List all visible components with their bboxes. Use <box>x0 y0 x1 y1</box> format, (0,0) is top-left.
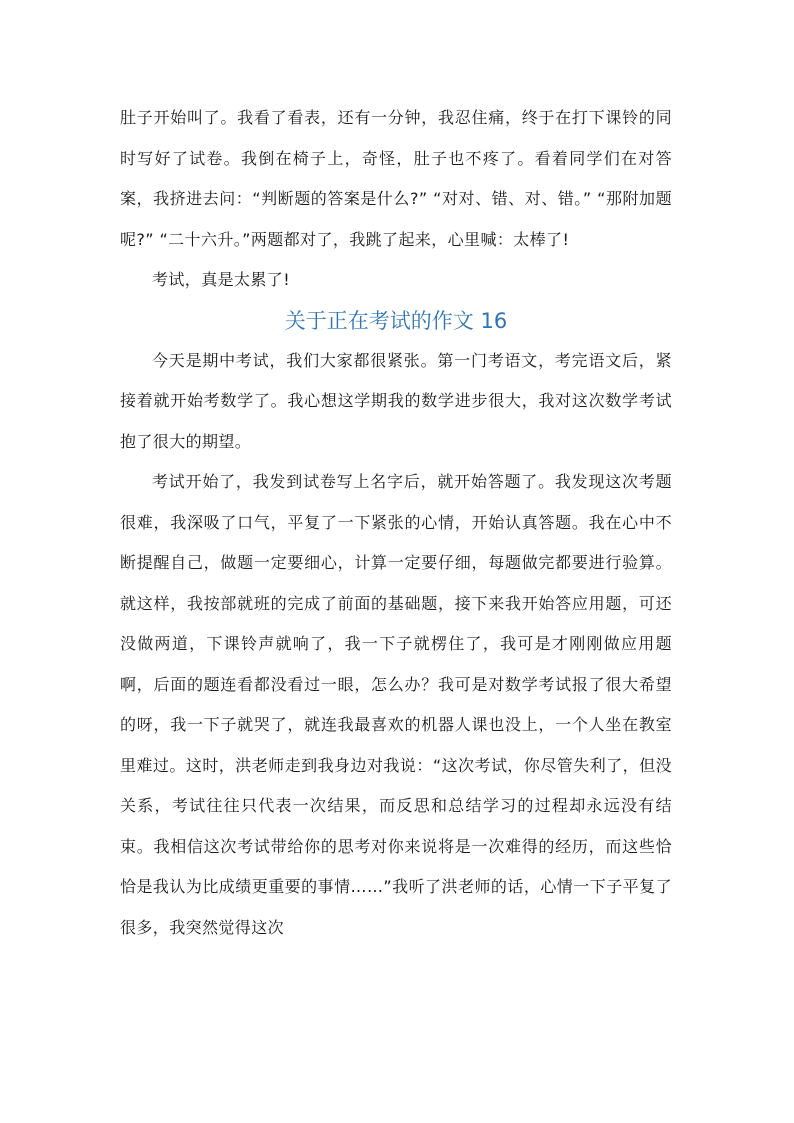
paragraph-continuation: 肚子开始叫了。我看了看表，还有一分钟，我忍住痛，终于在打下课铃的同时写好了试卷。我倒在椅子上，奇怪，肚子也不疼了。看着同学们在对答案，我挤进去问：“判断题的答案是什么?” “对对、错、对、错。” “那附加题呢?” “二十六升。”两题都对了，我跳了起来，心里喊：太棒了! <box>120 108 672 249</box>
document-page <box>120 98 672 948</box>
section-title: 关于正在考试的作文 16 <box>284 308 508 333</box>
paragraph-body: 考试开始了，我发到试卷写上名字后，就开始答题了。我发现这次考题很难，我深吸了口气，平复了一下紧张的心情，开始认真答题。我在心中不断提醒自己，做题一定要细心，计算一定要仔细，每题做完都要进行验算。就这样，我按部就班的完成了前面的基础题，接下来我开始答应用题，可还没做两道，下课铃声就响了，我一下子就楞住了，我可是才刚刚做应用题啊，后面的题连看都没看过一眼，怎么办？我可是对数学考试报了很大希望的呀，我一下子就哭了，就连我最喜欢的机器人课也没上，一个人坐在教室里难过。这时，洪老师走到我身边对我说：“这次考试，你尽管失利了，但没关系，考试往往只代表一次结果，而反思和总结学习的过程却永远没有结束。我相信这次考试带给你的思考对你来说将是一次难得的经历，而这些恰恰是我认为比成绩更重要的事情……”我听了洪老师的话，心情一下子平复了很多，我突然觉得这次 <box>120 472 672 937</box>
paragraph-intro: 今天是期中考试，我们大家都很紧张。第一门考语文，考完语文后，紧接着就开始考数学了。我心想这学期我的数学进步很大，我对这次数学考试抱了很大的期望。 <box>120 350 672 451</box>
paragraph-conclusion: 考试，真是太累了! <box>152 270 291 289</box>
